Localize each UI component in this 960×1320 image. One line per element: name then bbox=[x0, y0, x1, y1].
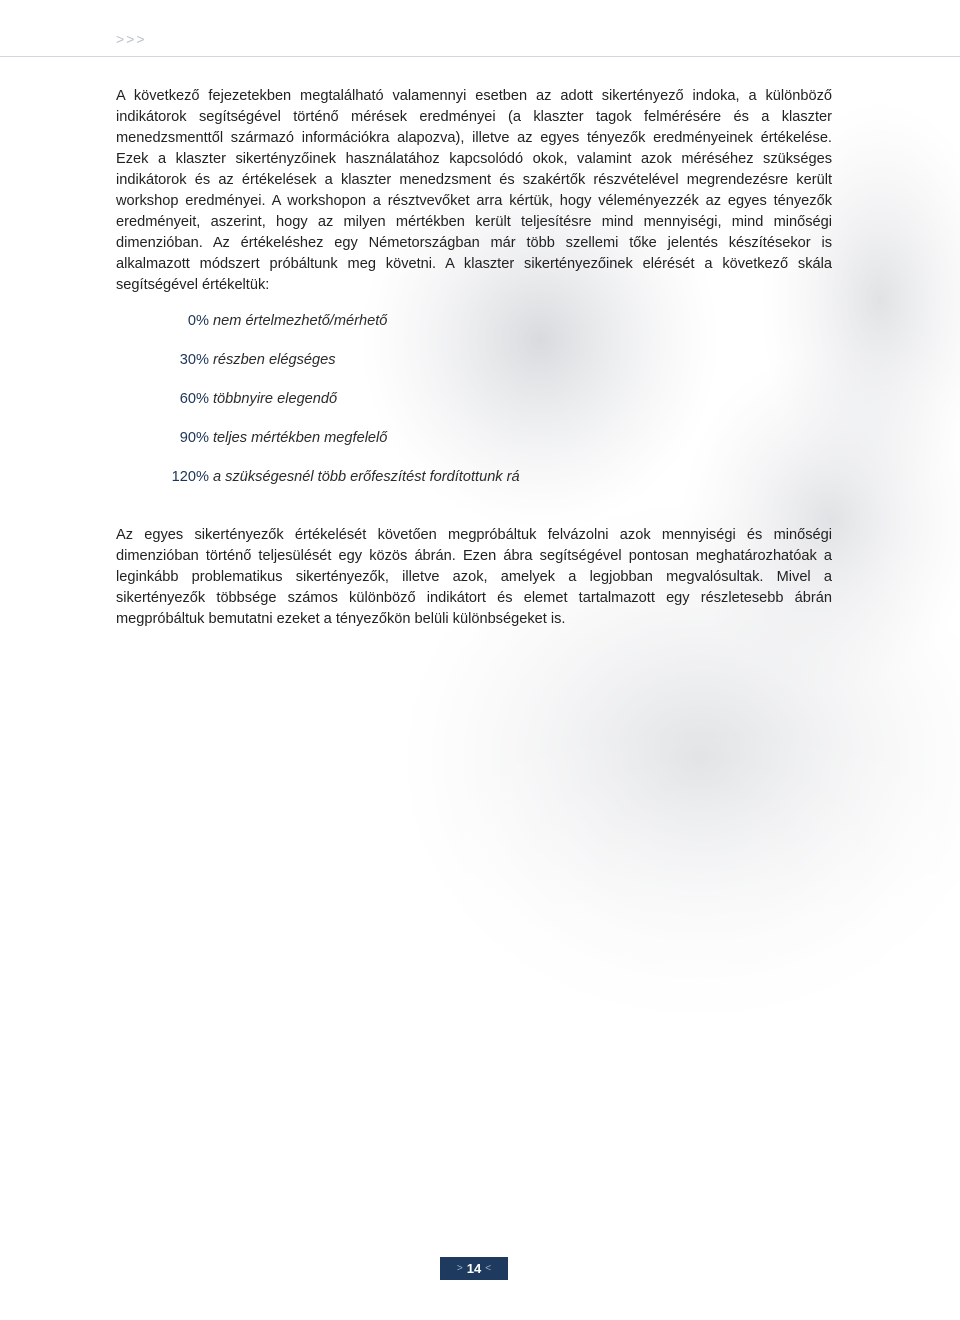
scale-description: részben elégséges bbox=[213, 352, 336, 368]
scale-item-30 bbox=[116, 352, 832, 391]
scale-percent: 120% bbox=[171, 469, 209, 485]
rating-scale-list bbox=[116, 313, 832, 508]
header-divider bbox=[0, 56, 960, 57]
scale-item-120 bbox=[116, 469, 832, 508]
intro-paragraph: A következő fejezetekben megtalálható valamennyi esetben az adott sikertényező indoka, a különböző indikátorok segítségével történő mérések eredményei (a klaszter tagok felmérésére és a klaszter menedzsmenttől származó információkra alapozva), illetve az egyes tényezők eredményeinek értékelése. Ezek a klaszter sikertényzőinek használatához kapcsolódó okok, valamint azok méréséhez szükséges indikátorok és az értékelések a klaszter menedzsment és szakértők részvételével megrendezésre került workshop eredményei. A workshopon a résztvevőket arra kértük, hogy véleményezzék az egyes tényezők eredményeit, aszerint, hogy az milyen mértékben került teljesítésre mind mennyiségi, mind minőségi dimenzióban. Az értékeléshez egy Németországban már több szellemi tőke jelentés készítésekor is alkalmazott módszert próbáltunk meg követni. A klaszter sikertényezőinek elérését a következő skála segítségével értékeltük: bbox=[116, 88, 832, 293]
scale-percent: 30% bbox=[179, 352, 209, 368]
scale-item-60 bbox=[116, 391, 832, 430]
right-arrow-icon: < bbox=[485, 1263, 492, 1274]
page-number-badge bbox=[440, 1257, 508, 1280]
scale-description: nem értelmezhető/mérhető bbox=[213, 313, 388, 329]
outro-paragraph: Az egyes sikertényezők értékelését követően megpróbáltuk felvázolni azok mennyiségi és minőségi dimenzióban történő teljesülését egy közös ábrán. Ezen ábra segítségével pontosan meghatározhatóak a leginkább problematikus sikertényezők, illetve azok, amelyek a legjobban megvalósultak. Mivel a sikertényezők többsége számos különböző indikátort és elemet tartalmazott egy részletesebb ábrán megpróbáltuk bemutatni ezeket a tényezőkön belüli különbségeket is. bbox=[116, 527, 832, 627]
scale-description: a szükségesnél több erőfeszítést fordítottunk rá bbox=[213, 469, 520, 485]
main-content bbox=[116, 86, 832, 630]
header-chevrons: >>> bbox=[116, 31, 147, 47]
scale-percent: 0% bbox=[187, 313, 209, 329]
left-arrow-icon: > bbox=[456, 1263, 463, 1274]
scale-description: teljes mértékben megfelelő bbox=[213, 430, 388, 446]
page-number: 14 bbox=[466, 1261, 482, 1276]
scale-item-0 bbox=[116, 313, 832, 352]
scale-percent: 60% bbox=[179, 391, 209, 407]
scale-description: többnyire elegendő bbox=[213, 391, 338, 407]
scale-percent: 90% bbox=[179, 430, 209, 446]
scale-item-90 bbox=[116, 430, 832, 469]
